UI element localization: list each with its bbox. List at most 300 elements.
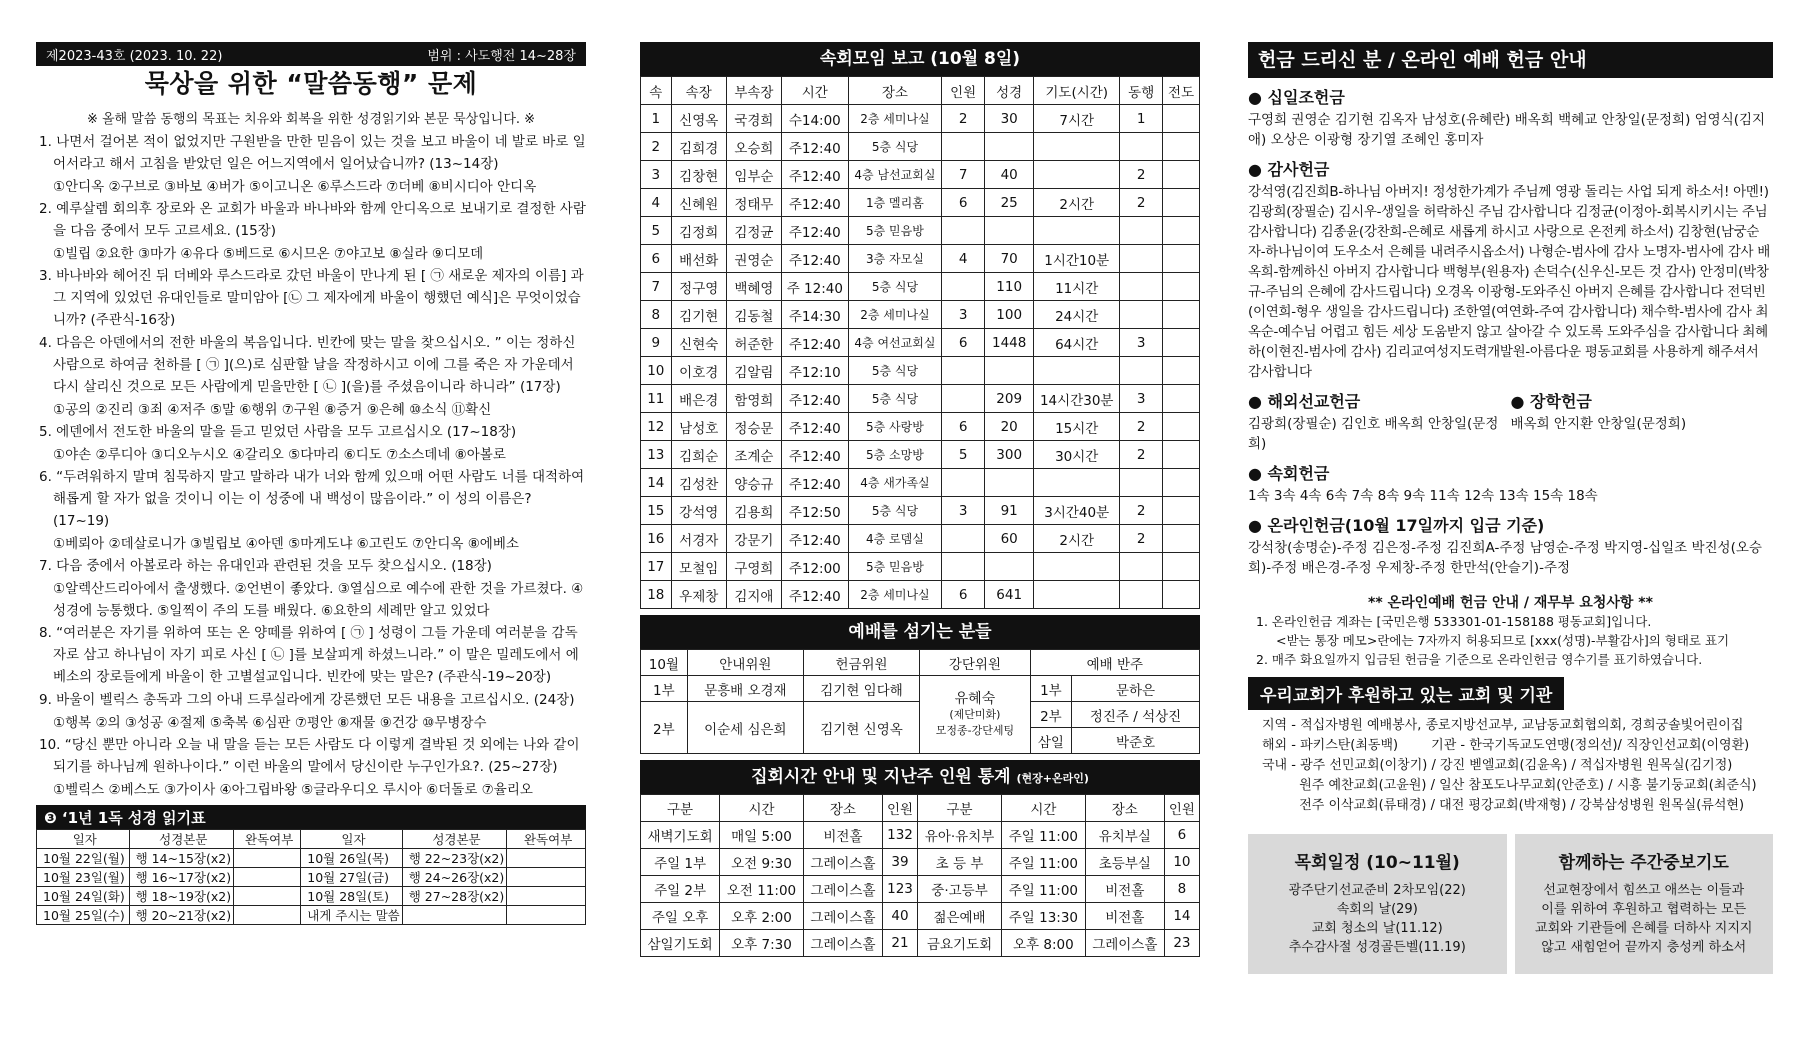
bible-cell: 행 20~21장(x2) xyxy=(129,906,234,925)
meet-cell: 5 xyxy=(641,217,672,245)
meet-cell xyxy=(1120,245,1163,273)
meet-cell: 5층 사랑방 xyxy=(848,413,942,441)
gather-cell: 젊은예배 xyxy=(918,903,1002,930)
cell-offering-heading: ● 속회헌금 xyxy=(1248,462,1773,486)
bible-cell: 행 14~15장(x2) xyxy=(129,849,234,868)
meet-cell: 5층 소망방 xyxy=(848,441,942,469)
meet-cell: 13 xyxy=(641,441,672,469)
gather-header-cell: 구분 xyxy=(918,795,1002,822)
bible-cell xyxy=(234,868,301,887)
meet-cell: 7 xyxy=(942,161,985,189)
question-8: 8. “여러분은 자기를 위하여 또는 온 양떼를 위하여 [ ㉠ ] 성령이 그들 가운데 여러분을 감독자로 삼고 하나님이 자기 피로 사신 [ ㉡ ]를 보살피게 하셨느니라.” 이 말은 밀레도에서 에베소의 장로들에게 바울이 한 고별설교입니다. 빈칸에 맞는 말은? (주관식-19~20장) xyxy=(39,625,579,685)
meet-cell: 7시간 xyxy=(1034,105,1120,133)
meet-row xyxy=(641,441,1200,469)
worship-altar-note2: 모정종-강단세팅 xyxy=(935,723,1015,737)
bible-cell: 10월 26일(목) xyxy=(301,849,402,868)
meet-cell: 24시간 xyxy=(1034,301,1120,329)
worship-offering-header: 헌금위원 xyxy=(803,650,919,676)
worship-acc-label-1: 1부 xyxy=(1030,676,1071,702)
meet-cell: 3 xyxy=(942,497,985,525)
gather-cell: 8 xyxy=(1164,876,1199,903)
meet-cell: 4층 로뎀실 xyxy=(848,525,942,553)
question-4: 4. 다음은 아덴에서의 전한 바울의 복음입니다. 빈칸에 맞는 말을 찾으십시오. ” 이는 정하신 사람으로 하여금 천하를 [ ㉠ ](으)로 심판할 날을 작정하시고 이에 그를 죽은 자 가운데서 다시 살리신 것으로 모든 사람에게 믿을만한 [ ㉡ ](을)를 주셨음이니라 하니라” (17장) xyxy=(39,335,576,395)
meet-cell xyxy=(985,553,1034,581)
box1-line: 교회 청소의 날(11.12) xyxy=(1311,921,1443,936)
meet-row xyxy=(641,553,1200,581)
question-2-options: ①빌립 ②요한 ③마가 ④유다 ⑤베드로 ⑥시므온 ⑦야고보 ⑧실라 ⑨디모데 xyxy=(53,246,484,262)
gathering-table xyxy=(640,794,1200,957)
meet-cell: 11 xyxy=(641,385,672,413)
meet-cell: 2 xyxy=(1120,525,1163,553)
meet-cell: 100 xyxy=(985,301,1034,329)
report-column xyxy=(640,42,1200,957)
meet-header-cell: 동행 xyxy=(1120,77,1163,105)
meet-cell xyxy=(942,217,985,245)
question-10: 10. “당신 뿐만 아니라 오늘 내 말을 듣는 모든 사람도 다 이렇게 결박된 것 외에는 나와 같이 되기를 하나님께 원하나이다.” 이런 바울의 말에서 당신이란 누구인가요?. (25~27장) xyxy=(39,737,580,775)
gather-row xyxy=(641,930,1200,957)
bible-reading-table xyxy=(36,829,586,925)
bible-cell: 행 27~28장(x2) xyxy=(402,887,507,906)
online-notice-1: 1. 온라인헌금 계좌는 [국민은행 533301-01-158188 평동교회]입니다. xyxy=(1256,614,1652,629)
question-6-options: ①베뢰아 ②데살로니가 ③빌립보 ④아덴 ⑤마게도냐 ⑥고린도 ⑦안디옥 ⑧에베소 xyxy=(53,536,519,552)
question-1-options: ①안디옥 ②구브로 ③바보 ④버가 ⑤이고니온 ⑥루스드라 ⑦더베 ⑧비시디아 안디옥 xyxy=(53,179,537,195)
meet-cell: 서경자 xyxy=(671,525,726,553)
meet-cell: 5층 식당 xyxy=(848,497,942,525)
gather-cell: 그레이스홀 xyxy=(803,876,882,903)
worship-accompany-header: 예배 반주 xyxy=(1030,650,1199,676)
meet-cell: 1448 xyxy=(985,329,1034,357)
meet-header-cell: 장소 xyxy=(848,77,942,105)
meet-cell: 주12:40 xyxy=(781,413,848,441)
gather-cell: 금요기도회 xyxy=(918,930,1002,957)
quiz-intro: ※ 올해 말씀 동행의 목표는 치유와 회복을 위한 성경읽기와 본문 묵상입니다. ※ xyxy=(86,112,536,127)
meet-cell xyxy=(1034,357,1120,385)
meet-cell: 주12:40 xyxy=(781,525,848,553)
meet-cell: 209 xyxy=(985,385,1034,413)
bible-cell xyxy=(507,849,586,868)
gather-cell: 123 xyxy=(883,876,918,903)
bible-cell xyxy=(234,849,301,868)
gather-cell: 주일 11:00 xyxy=(1002,849,1086,876)
meet-cell: 김알림 xyxy=(726,357,781,385)
meet-row xyxy=(641,161,1200,189)
meet-cell xyxy=(985,469,1034,497)
meet-cell: 수14:00 xyxy=(781,105,848,133)
bible-cell: 10월 24일(화) xyxy=(37,887,130,906)
online-offering-list: 강석창(송명순)-주정 김은정-주정 김진희A-주정 남영순-주정 박지영-십일조 박진성(오승희)-주정 배은경-주정 우제창-주정 한만석(안슬기)-주정 xyxy=(1248,540,1762,576)
bible-cell: 10월 27일(금) xyxy=(301,868,402,887)
meet-cell xyxy=(1163,301,1200,329)
question-list xyxy=(36,131,586,801)
bible-cell xyxy=(507,906,586,925)
meet-cell: 6 xyxy=(942,189,985,217)
meet-cell xyxy=(1120,301,1163,329)
box2-line: 교회와 기관들에 은혜를 더하사 지지지 xyxy=(1535,921,1753,936)
meet-cell: 25 xyxy=(985,189,1034,217)
meet-cell: 정구영 xyxy=(671,273,726,301)
meet-cell: 5층 식당 xyxy=(848,357,942,385)
meet-header-cell: 시간 xyxy=(781,77,848,105)
gather-cell: 주일 11:00 xyxy=(1002,876,1086,903)
gather-header-cell: 인원 xyxy=(1164,795,1199,822)
meet-cell: 모철임 xyxy=(671,553,726,581)
meet-row xyxy=(641,413,1200,441)
question-1: 1. 나면서 걸어본 적이 없었지만 구원받을 만한 믿음이 있는 것을 보고 바울이 네 발로 바로 일어서라고 해서 고침을 받았던 일은 어느지역에서 일어났습니까? (13~14장) xyxy=(39,134,586,172)
gather-cell: 중·고등부 xyxy=(918,876,1002,903)
meet-cell: 2층 세미나실 xyxy=(848,105,942,133)
gather-header-cell: 시간 xyxy=(720,795,804,822)
meet-header-row xyxy=(641,77,1200,105)
meet-cell xyxy=(1163,161,1200,189)
bible-header-cell: 완독여부 xyxy=(234,830,301,849)
box2-line: 이를 위하여 후원하고 협력하는 모든 xyxy=(1541,902,1747,917)
meet-cell: 주12:40 xyxy=(781,469,848,497)
gather-cell: 132 xyxy=(883,822,918,849)
meet-cell: 2층 세미나실 xyxy=(848,301,942,329)
meet-cell: 6 xyxy=(942,581,985,609)
support-list xyxy=(1248,716,1773,816)
meet-row xyxy=(641,245,1200,273)
gather-header-cell: 인원 xyxy=(883,795,918,822)
question-6: 6. “두려워하지 말며 침묵하지 말고 말하라 내가 너와 함께 있으매 어떤 사람도 너를 대적하여 해롭게 할 자가 없을 것이니 이는 이 성중에 내 백성이 많음이라.” 이 성의 이름은? (17~19) xyxy=(39,469,585,529)
worship-usher-header: 안내위원 xyxy=(687,650,803,676)
worship-altar-note1: (제단미화) xyxy=(949,707,1001,721)
bible-cell xyxy=(234,887,301,906)
meet-cell: 16 xyxy=(641,525,672,553)
scholarship-heading: ● 장학헌금 xyxy=(1511,390,1774,414)
meet-cell xyxy=(1163,217,1200,245)
gather-header-row xyxy=(641,795,1200,822)
meet-cell: 신현숙 xyxy=(671,329,726,357)
gather-header-cell: 시간 xyxy=(1002,795,1086,822)
gather-cell: 오후 8:00 xyxy=(1002,930,1086,957)
meet-cell: 3 xyxy=(1120,329,1163,357)
worship-servers-title: 예배를 섬기는 분들 xyxy=(640,615,1200,649)
issue-header xyxy=(36,42,586,66)
bible-cell: 10월 28일(토) xyxy=(301,887,402,906)
bible-header-cell: 일자 xyxy=(301,830,402,849)
gather-cell: 오후 7:30 xyxy=(720,930,804,957)
gather-cell: 21 xyxy=(883,930,918,957)
meet-cell: 3 xyxy=(1120,385,1163,413)
meeting-report-table xyxy=(640,76,1200,609)
meet-cell: 김동철 xyxy=(726,301,781,329)
meet-cell: 110 xyxy=(985,273,1034,301)
question-7-options: ①알렉산드리아에서 출생했다. ②언변이 좋았다. ③열심으로 예수에 관한 것을 가르쳤다. ④성경에 능통했다. ⑤일찍이 주의 도를 배웠다. ⑥요한의 세례만 알고 있었다 xyxy=(53,581,584,619)
gather-cell: 매일 5:00 xyxy=(720,822,804,849)
meet-cell: 임부순 xyxy=(726,161,781,189)
gather-cell: 주일 1부 xyxy=(641,849,720,876)
meet-cell: 주12:10 xyxy=(781,357,848,385)
meet-cell: 2 xyxy=(1120,441,1163,469)
meet-cell: 2 xyxy=(1120,413,1163,441)
bible-header-cell: 완독여부 xyxy=(507,830,586,849)
bible-row xyxy=(37,849,586,868)
meet-header-cell: 성경 xyxy=(985,77,1034,105)
worship-altar-name: 유혜숙 xyxy=(954,690,996,707)
meet-cell: 2층 세미나실 xyxy=(848,581,942,609)
prayer-title: 함께하는 주간중보기도 xyxy=(1558,853,1729,873)
gather-cell: 주일 오후 xyxy=(641,903,720,930)
meet-cell xyxy=(1163,413,1200,441)
meet-cell xyxy=(1034,553,1120,581)
question-2: 2. 예루살렘 회의후 장로와 온 교회가 바울과 바나바와 함께 안디옥으로 보내기로 결정한 사람을 다음 중에서 모두 고르세요. (15장) xyxy=(39,201,586,239)
meet-cell: 김창현 xyxy=(671,161,726,189)
meet-cell: 30시간 xyxy=(1034,441,1120,469)
meet-cell xyxy=(1163,553,1200,581)
gathering-title-text: 집회시간 안내 및 지난주 인원 통계 xyxy=(751,767,1011,787)
meet-cell: 2시간 xyxy=(1034,525,1120,553)
gather-cell: 주일 2부 xyxy=(641,876,720,903)
meet-cell: 김용희 xyxy=(726,497,781,525)
meet-cell: 조계순 xyxy=(726,441,781,469)
meet-cell: 4층 새가족실 xyxy=(848,469,942,497)
meet-cell xyxy=(942,525,985,553)
meet-cell: 5층 식당 xyxy=(848,385,942,413)
meet-row xyxy=(641,525,1200,553)
worship-acc-value-3: 박준호 xyxy=(1072,728,1200,754)
question-4-options: ①공의 ②진리 ③죄 ④저주 ⑤말 ⑥행위 ⑦구원 ⑧증거 ⑨은혜 ⑩소식 ⑪확신 xyxy=(53,402,492,418)
worship-usher-2: 이순세 심은희 xyxy=(687,702,803,754)
meet-cell: 주12:40 xyxy=(781,245,848,273)
meet-cell: 9 xyxy=(641,329,672,357)
meet-cell xyxy=(1163,581,1200,609)
meet-cell: 오승희 xyxy=(726,133,781,161)
meet-cell: 양승규 xyxy=(726,469,781,497)
question-5-options: ①야손 ②루디아 ③디오누시오 ④갈리오 ⑤다마리 ⑥디도 ⑦소스데네 ⑧아볼로 xyxy=(53,447,506,463)
gather-cell: 비전홀 xyxy=(1085,876,1164,903)
meet-cell xyxy=(1120,581,1163,609)
gather-cell: 삼일기도회 xyxy=(641,930,720,957)
meet-cell: 허준한 xyxy=(726,329,781,357)
thanks-heading: ● 감사헌금 xyxy=(1248,158,1773,182)
meet-cell xyxy=(1034,217,1120,245)
meet-cell xyxy=(985,217,1034,245)
gather-header-cell: 장소 xyxy=(803,795,882,822)
meet-header-cell: 속 xyxy=(641,77,672,105)
meet-cell: 2시간 xyxy=(1034,189,1120,217)
meet-cell: 우제창 xyxy=(671,581,726,609)
meet-cell: 14 xyxy=(641,469,672,497)
support-title: 우리교회가 후원하고 있는 교회 및 기관 xyxy=(1248,677,1564,710)
cell-offering-list: 1속 3속 4속 6속 7속 8속 9속 11속 12속 13속 15속 18속 xyxy=(1248,488,1598,504)
meet-cell: 주14:30 xyxy=(781,301,848,329)
worship-acc-value-2: 정진주 / 석상진 xyxy=(1072,702,1200,728)
gather-cell: 주일 11:00 xyxy=(1002,822,1086,849)
meet-row xyxy=(641,133,1200,161)
meet-cell: 91 xyxy=(985,497,1034,525)
gather-cell: 10 xyxy=(1164,849,1199,876)
bible-header-cell: 일자 xyxy=(37,830,130,849)
meet-header-cell: 기도(시간) xyxy=(1034,77,1120,105)
meet-cell xyxy=(1034,469,1120,497)
worship-usher-1: 문흥배 오경재 xyxy=(687,676,803,702)
worship-acc-label-3: 삼일 xyxy=(1030,728,1071,754)
meet-cell: 정태무 xyxy=(726,189,781,217)
meet-cell: 18 xyxy=(641,581,672,609)
gather-cell: 23 xyxy=(1164,930,1199,957)
gather-cell: 비전홀 xyxy=(803,822,882,849)
meet-header-cell: 속장 xyxy=(671,77,726,105)
bible-header-cell: 성경본문 xyxy=(402,830,507,849)
bible-cell: 10월 25일(수) xyxy=(37,906,130,925)
worship-service-1: 1부 xyxy=(641,676,688,702)
worship-offering-2: 김기현 신영옥 xyxy=(803,702,919,754)
meet-cell: 백혜영 xyxy=(726,273,781,301)
meet-cell: 강문기 xyxy=(726,525,781,553)
gather-cell: 오전 11:00 xyxy=(720,876,804,903)
meet-cell xyxy=(1034,161,1120,189)
gather-header-cell: 구분 xyxy=(641,795,720,822)
meet-cell xyxy=(1163,189,1200,217)
meet-cell: 4층 여선교회실 xyxy=(848,329,942,357)
bible-reading-title: ❸ ‘1년 1독 성경 읽기표 xyxy=(36,805,586,829)
meet-cell: 4층 남선교회실 xyxy=(848,161,942,189)
box1-line: 추수감사절 성경골든벨(11.19) xyxy=(1288,940,1466,955)
gather-cell: 오전 9:30 xyxy=(720,849,804,876)
bible-cell: 행 16~17장(x2) xyxy=(129,868,234,887)
meet-cell: 15시간 xyxy=(1034,413,1120,441)
pastoral-schedule-title: 목회일정 (10~11월) xyxy=(1294,853,1460,873)
meet-cell: 김정균 xyxy=(726,217,781,245)
meet-cell: 1시간10분 xyxy=(1034,245,1120,273)
bible-row xyxy=(37,887,586,906)
meet-cell xyxy=(1120,357,1163,385)
meet-cell xyxy=(942,385,985,413)
meet-row xyxy=(641,357,1200,385)
meet-cell xyxy=(985,357,1034,385)
question-7: 7. 다음 중에서 아볼로라 하는 유대인과 관련된 것을 모두 찾으십시오. (18장) xyxy=(39,558,492,574)
meet-cell xyxy=(1120,133,1163,161)
meet-cell: 30 xyxy=(985,105,1034,133)
offering-column xyxy=(1248,42,1773,974)
meet-cell xyxy=(1120,217,1163,245)
bible-cell xyxy=(234,906,301,925)
quiz-title: 묵상을 위한 “말씀동행” 문제 xyxy=(144,69,478,98)
meet-cell: 2 xyxy=(942,105,985,133)
meet-cell xyxy=(1163,133,1200,161)
offering-title: 헌금 드리신 분 / 온라인 예배 헌금 안내 xyxy=(1248,42,1773,78)
meet-cell: 정승문 xyxy=(726,413,781,441)
meet-cell xyxy=(1120,469,1163,497)
meet-cell: 주12:40 xyxy=(781,329,848,357)
meet-cell: 2 xyxy=(1120,497,1163,525)
meet-cell xyxy=(1163,385,1200,413)
meet-cell: 5층 식당 xyxy=(848,133,942,161)
meet-cell: 신혜원 xyxy=(671,189,726,217)
meet-row xyxy=(641,273,1200,301)
bible-cell: 10월 22일(월) xyxy=(37,849,130,868)
meet-row xyxy=(641,497,1200,525)
meet-header-cell: 인원 xyxy=(942,77,985,105)
gather-cell: 6 xyxy=(1164,822,1199,849)
gather-cell: 오후 2:00 xyxy=(720,903,804,930)
bible-header-cell: 성경본문 xyxy=(129,830,234,849)
meet-cell: 12 xyxy=(641,413,672,441)
meet-cell xyxy=(1163,469,1200,497)
meet-row xyxy=(641,469,1200,497)
meet-row xyxy=(641,385,1200,413)
meet-cell: 3 xyxy=(942,301,985,329)
meet-cell: 15 xyxy=(641,497,672,525)
question-9-options: ①행복 ②의 ③성공 ④절제 ⑤축복 ⑥심판 ⑦평안 ⑧재물 ⑨건강 ⑩무병장수 xyxy=(53,715,487,731)
meet-cell: 3층 자모실 xyxy=(848,245,942,273)
gathering-title xyxy=(640,760,1200,794)
meet-cell: 1 xyxy=(641,105,672,133)
worship-acc-label-2: 2부 xyxy=(1030,702,1071,728)
meet-cell: 40 xyxy=(985,161,1034,189)
meet-cell: 3시간40분 xyxy=(1034,497,1120,525)
meet-cell: 1층 멜리홈 xyxy=(848,189,942,217)
gather-cell: 주일 13:30 xyxy=(1002,903,1086,930)
online-notice-1b: <받는 통장 메모>란에는 7자까지 허용되므로 [xxx(성명)-부활감사]의 형태로 표기 xyxy=(1276,633,1730,648)
meet-cell xyxy=(942,357,985,385)
bible-cell: 행 22~23장(x2) xyxy=(402,849,507,868)
meet-cell: 5층 믿음방 xyxy=(848,553,942,581)
gather-cell: 14 xyxy=(1164,903,1199,930)
meet-cell xyxy=(1120,553,1163,581)
online-offering-heading: ● 온라인헌금(10월 17일까지 입금 기준) xyxy=(1248,514,1773,538)
meet-cell: 국경희 xyxy=(726,105,781,133)
meet-header-cell: 부속장 xyxy=(726,77,781,105)
meet-cell: 2 xyxy=(641,133,672,161)
meet-cell: 8 xyxy=(641,301,672,329)
meet-cell: 20 xyxy=(985,413,1034,441)
bible-cell xyxy=(507,868,586,887)
meet-cell: 강석영 xyxy=(671,497,726,525)
meet-header-cell: 전도 xyxy=(1163,77,1200,105)
meet-cell xyxy=(985,133,1034,161)
meet-cell: 김기현 xyxy=(671,301,726,329)
worship-servers-table xyxy=(640,649,1200,754)
worship-acc-value-1: 문하은 xyxy=(1072,676,1200,702)
meet-cell: 4 xyxy=(942,245,985,273)
meet-row xyxy=(641,301,1200,329)
question-5: 5. 에덴에서 전도한 바울의 말을 듣고 믿었던 사람을 모두 고르십시오 (17~18장) xyxy=(39,424,517,440)
meet-cell: 주 12:40 xyxy=(781,273,848,301)
meet-cell: 60 xyxy=(985,525,1034,553)
prayer-box xyxy=(1515,834,1774,974)
meet-cell: 배은경 xyxy=(671,385,726,413)
gather-cell: 그레이스홀 xyxy=(1085,930,1164,957)
meet-cell: 구영희 xyxy=(726,553,781,581)
meet-cell: 김희경 xyxy=(671,133,726,161)
mission-list: 김광희(장필순) 김인호 배옥희 안창일(문정희) xyxy=(1248,416,1499,452)
bible-row xyxy=(37,906,586,925)
gather-row xyxy=(641,849,1200,876)
bible-cell: 행 18~19장(x2) xyxy=(129,887,234,906)
meet-cell: 김지애 xyxy=(726,581,781,609)
support-line: 지역 - 적십자병원 예배봉사, 종로지방선교부, 교남동교회협의회, 경희궁솔빛어린이집 xyxy=(1262,718,1744,733)
meet-cell xyxy=(1163,497,1200,525)
meet-cell: 2 xyxy=(1120,189,1163,217)
meet-cell: 주12:50 xyxy=(781,497,848,525)
meet-cell: 남성호 xyxy=(671,413,726,441)
meet-cell: 5층 믿음방 xyxy=(848,217,942,245)
gather-cell: 새벽기도회 xyxy=(641,822,720,849)
box1-line: 속회의 날(29) xyxy=(1336,902,1418,917)
meet-cell: 4 xyxy=(641,189,672,217)
worship-month: 10월 xyxy=(641,650,688,676)
meet-cell: 300 xyxy=(985,441,1034,469)
meet-cell: 주12:40 xyxy=(781,581,848,609)
meet-row xyxy=(641,189,1200,217)
question-9: 9. 바울이 벨릭스 총독과 그의 아내 드루실라에게 강론했던 모든 내용을 고르십시오. (24장) xyxy=(39,692,575,708)
support-line: 국내 - 광주 선민교회(이창기) / 강진 벧엘교회(김윤옥) / 적십자병원 원목실(김기정) xyxy=(1262,758,1733,773)
bible-cell: 내게 주시는 말씀 xyxy=(301,906,402,925)
meet-row xyxy=(641,217,1200,245)
gather-cell: 그레이스홀 xyxy=(803,849,882,876)
